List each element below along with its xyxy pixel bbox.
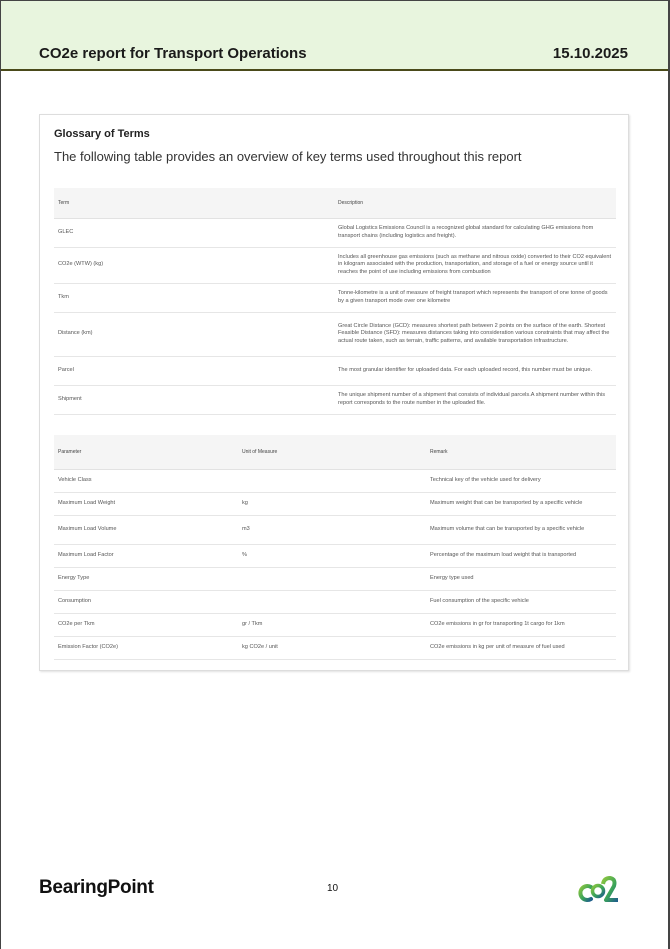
report-title: CO2e report for Transport Operations (39, 45, 307, 62)
column-header-unit: Unit of Measure (238, 435, 426, 469)
table-row (54, 385, 616, 414)
parameter-cell: Emission Factor (CO2e) (54, 636, 238, 659)
parameter-cell: Consumption (54, 590, 238, 613)
table-row (54, 283, 616, 312)
unit-cell (238, 567, 426, 590)
glossary-subtitle: The following table provides an overview of key terms used throughout this report (54, 149, 522, 164)
page-header (1, 1, 668, 71)
description-cell: The unique shipment number of a shipment that consists of individual parcels.A shipment number within this report corresponds to the route number in the uploaded file. (334, 385, 616, 414)
report-date: 15.10.2025 (552, 45, 628, 62)
column-header-remark: Remark (426, 435, 616, 469)
parameter-cell: CO2e per Tkm (54, 613, 238, 636)
description-cell: Tonne-kilometre is a unit of measure of freight transport which represents the transport of one tonne of goods by a given transport mode over one kilometre (334, 283, 616, 312)
parameter-cell: Maximum Load Factor (54, 544, 238, 567)
table-row (54, 247, 616, 283)
table-row (54, 492, 616, 515)
table-row (54, 567, 616, 590)
remark-cell: Maximum weight that can be transported by a specific vehicle (426, 492, 616, 515)
description-cell: Includes all greenhouse gas emissions (such as methane and nitrous oxide) converted to their CO2 equivalent in kilogram associated with the production, transportation, and storage of a fuel or energy source until it reaches the point of use including emissions from combustion (334, 247, 616, 283)
glossary-title: Glossary of Terms (54, 128, 150, 140)
unit-cell: m3 (238, 515, 426, 544)
glossary-header-row (54, 188, 616, 218)
parameter-header-row (54, 435, 616, 469)
term-cell: Shipment (54, 385, 334, 414)
remark-cell: CO2e emissions in gr for transporting 1t cargo for 1km (426, 613, 616, 636)
glossary-card (39, 114, 629, 671)
table-row (54, 613, 616, 636)
parameter-cell: Maximum Load Weight (54, 492, 238, 515)
bearingpoint-logo: BearingPoint (39, 877, 154, 898)
table-row (54, 218, 616, 247)
column-header-term: Term (54, 188, 334, 218)
table-row (54, 515, 616, 544)
parameter-cell: Vehicle Class (54, 469, 238, 492)
unit-cell: gr / Tkm (238, 613, 426, 636)
description-cell: Global Logistics Emissions Council is a recognized global standard for calculating GHG emissions from transport chains (including logistics and freight). (334, 218, 616, 247)
remark-cell: CO2e emissions in kg per unit of measure of fuel used (426, 636, 616, 659)
column-header-description: Description (334, 188, 616, 218)
page-number: 10 (327, 883, 339, 894)
term-cell: GLEC (54, 218, 334, 247)
table-row (54, 636, 616, 659)
unit-cell (238, 590, 426, 613)
column-header-parameter: Parameter (54, 435, 238, 469)
parameter-table (54, 435, 616, 660)
table-row (54, 544, 616, 567)
remark-cell: Energy type used (426, 567, 616, 590)
remark-cell: Fuel consumption of the specific vehicle (426, 590, 616, 613)
description-cell: The most granular identifier for uploaded data. For each uploaded record, this number must be unique. (334, 356, 616, 385)
unit-cell: % (238, 544, 426, 567)
table-row (54, 469, 616, 492)
remark-cell: Percentage of the maximum load weight that is transported (426, 544, 616, 567)
unit-cell (238, 469, 426, 492)
parameter-cell: Energy Type (54, 567, 238, 590)
term-cell: Parcel (54, 356, 334, 385)
term-cell: CO2e (WTW) (kg) (54, 247, 334, 283)
table-row (54, 590, 616, 613)
remark-cell: Maximum volume that can be transported by a specific vehicle (426, 515, 616, 544)
unit-cell: kg (238, 492, 426, 515)
table-row (54, 356, 616, 385)
parameter-cell: Maximum Load Volume (54, 515, 238, 544)
remark-cell: Technical key of the vehicle used for delivery (426, 469, 616, 492)
co2-logo-icon (577, 875, 621, 905)
unit-cell: kg CO2e / unit (238, 636, 426, 659)
table-row (54, 312, 616, 356)
term-cell: Distance (km) (54, 312, 334, 356)
description-cell: Great Circle Distance (GCD): measures shortest path between 2 points on the surface of the earth. Shortest Feasible Distance (SFD): measures distances taking into consideration various constraints that may affect the actual route taken, such as terrain, traffic patterns, and available transportation infrastructure. (334, 312, 616, 356)
glossary-table (54, 188, 616, 415)
term-cell: Tkm (54, 283, 334, 312)
